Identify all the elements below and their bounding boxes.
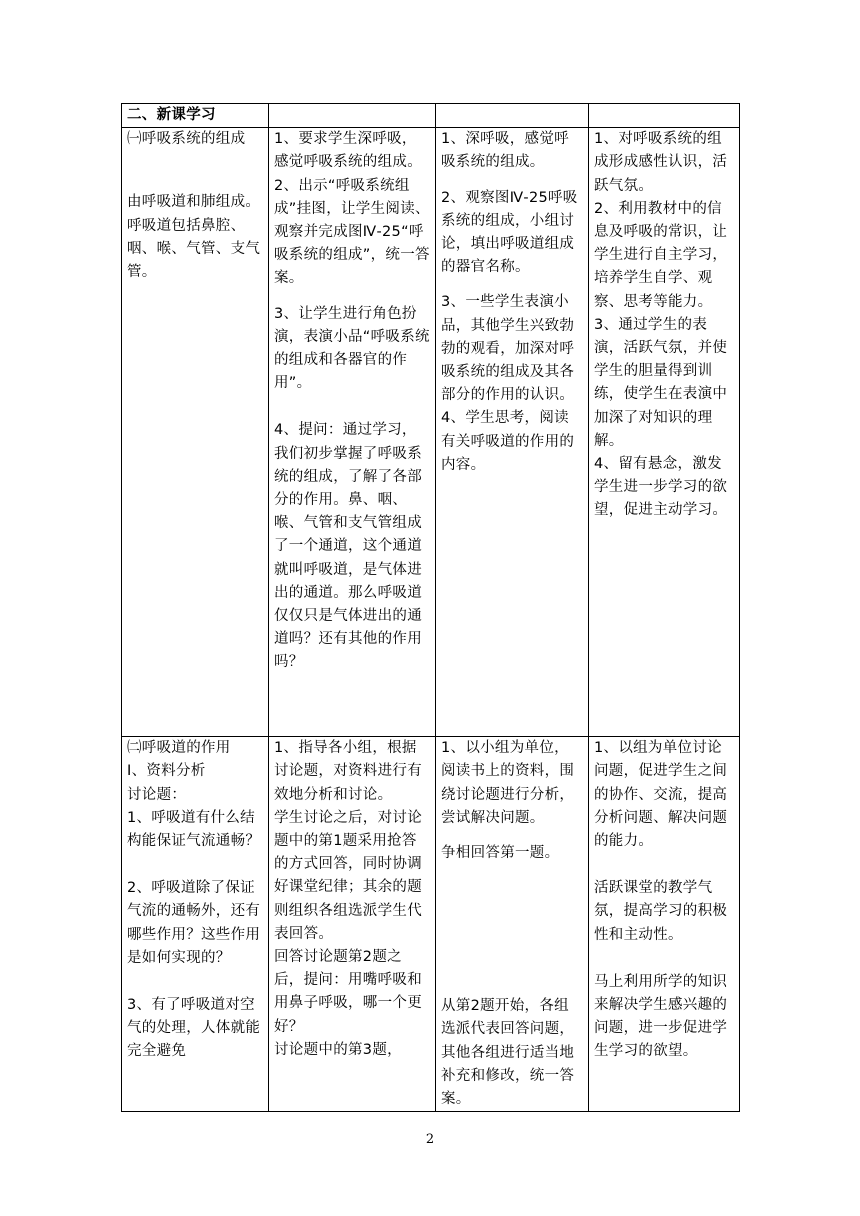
student-activity-4: 4、学生思考，阅读有关呼吸道的作用的内容。 bbox=[441, 410, 575, 473]
student-activity-2: 2、观察图Ⅳ-25呼吸系统的组成，小组讨论，填出呼吸道组成的器官名称。 bbox=[441, 189, 578, 276]
content-paragraph: 由呼吸道和肺组成。呼吸道包括鼻腔、咽、喉、气管、支气管。 bbox=[127, 194, 261, 281]
content-row-composition bbox=[122, 128, 740, 737]
design-intent-1: 1、对呼吸系统的组成形成感性认识，活跃气氛。 bbox=[594, 131, 728, 194]
content-cell bbox=[122, 737, 269, 1112]
design-intent-cell bbox=[589, 737, 740, 1112]
teacher-activity-6: 学生讨论之后，对讨论题中的第1题采用抢答的方式回答，同时协调好课堂纪律；其余的题则组织各组选派学生代表回答。 bbox=[274, 809, 422, 942]
teacher-activity-4: 4、提问：通过学习，我们初步掌握了呼吸系统的组成，了解了各部分的作用。鼻、咽、喉、气管和支气管组成了一个通道，这个通道就叫呼吸道，是气体进出的通道。那么呼吸道仅仅只是气体进出的通道吗？还有其他的作用吗？ bbox=[274, 422, 422, 671]
teacher-activity-3: 3、让学生进行角色扮演，表演小品“呼吸系统的组成和各器官的作用”。 bbox=[274, 305, 430, 392]
teacher-activity-7: 回答讨论题第2题之后，提问：用嘴呼吸和用鼻子呼吸，哪一个更好？ bbox=[274, 949, 422, 1035]
teacher-activity-2: 2、出示“呼吸系统组成”挂图，让学生阅读、观察并完成图Ⅳ-25“呼吸系统的组成”，统一答案。 bbox=[274, 177, 430, 287]
content-paragraph: Ⅰ、资料分析 bbox=[127, 763, 206, 780]
student-activity-3: 3、一些学生表演小品，其他学生兴致勃勃的观看，加深对呼吸系统的组成及其各部分的作用的认识。 bbox=[441, 294, 575, 404]
page-number: 2 bbox=[425, 1132, 435, 1147]
discussion-question-1: 1、呼吸道有什么结构能保证气流通畅？ bbox=[127, 809, 261, 850]
subsection-title: ㈡呼吸道的作用 bbox=[127, 740, 231, 757]
subsection-title: ㈠呼吸系统的组成 bbox=[127, 131, 246, 148]
student-activity-1: 1、深呼吸，感觉呼吸系统的组成。 bbox=[441, 131, 569, 171]
teacher-activity-1: 1、要求学生深呼吸，感觉呼吸系统的组成。 bbox=[274, 131, 422, 171]
content-paragraph: 讨论题： bbox=[127, 786, 187, 803]
heading-blank-cell bbox=[436, 104, 589, 128]
design-intent-cell bbox=[589, 128, 740, 737]
student-activity-cell bbox=[436, 128, 589, 737]
design-intent-7: 马上利用所学的知识来解决学生感兴趣的问题，进一步促进学生学习的欲望。 bbox=[594, 973, 728, 1060]
discussion-question-3: 3、有了呼吸道对空气的处理，人体就能完全避免 bbox=[127, 997, 261, 1060]
student-activity-6: 争相回答第一题。 bbox=[441, 845, 560, 862]
design-intent-5: 1、以组为单位讨论问题，促进学生之间的协作、交流，提高分析问题、解决问题的能力。 bbox=[594, 740, 728, 850]
teacher-activity-8: 讨论题中的第3题， bbox=[274, 1041, 402, 1058]
student-activity-7: 从第2题开始，各组选派代表回答问题，其他各组进行适当地补充和修改，统一答案。 bbox=[441, 998, 575, 1108]
content-row-function bbox=[122, 737, 740, 1112]
design-intent-3: 3、通过学生的表演，活跃气氛，并使学生的胆量得到训练，使学生在表演中加深了对知识的理解。 bbox=[594, 316, 728, 449]
content-cell bbox=[122, 128, 269, 737]
teacher-activity-cell bbox=[269, 128, 436, 737]
teacher-activity-5: 1、指导各小组，根据讨论题，对资料进行有效地分析和讨论。 bbox=[274, 740, 422, 803]
section-heading-row bbox=[122, 104, 740, 128]
teacher-activity-cell bbox=[269, 737, 436, 1112]
heading-blank-cell bbox=[589, 104, 740, 128]
design-intent-4: 4、留有悬念，激发学生进一步学习的欲望，促进主动学习。 bbox=[594, 456, 728, 519]
student-activity-cell bbox=[436, 737, 589, 1112]
section-heading: 二、新课学习 bbox=[122, 104, 269, 128]
discussion-question-2: 2、呼吸道除了保证气流的通畅外，还有哪些作用？这些作用是如何实现的？ bbox=[127, 880, 261, 966]
heading-blank-cell bbox=[269, 104, 436, 128]
design-intent-2: 2、利用教材中的信息及呼吸的常识，让学生进行自主学习，培养学生自学、观察、思考等能力。 bbox=[594, 200, 728, 310]
lesson-plan-table bbox=[121, 103, 740, 1112]
student-activity-5: 1、以小组为单位，阅读书上的资料，围绕讨论题进行分析，尝试解决问题。 bbox=[441, 740, 575, 826]
design-intent-6: 活跃课堂的教学气氛，提高学习的积极性和主动性。 bbox=[594, 880, 728, 943]
